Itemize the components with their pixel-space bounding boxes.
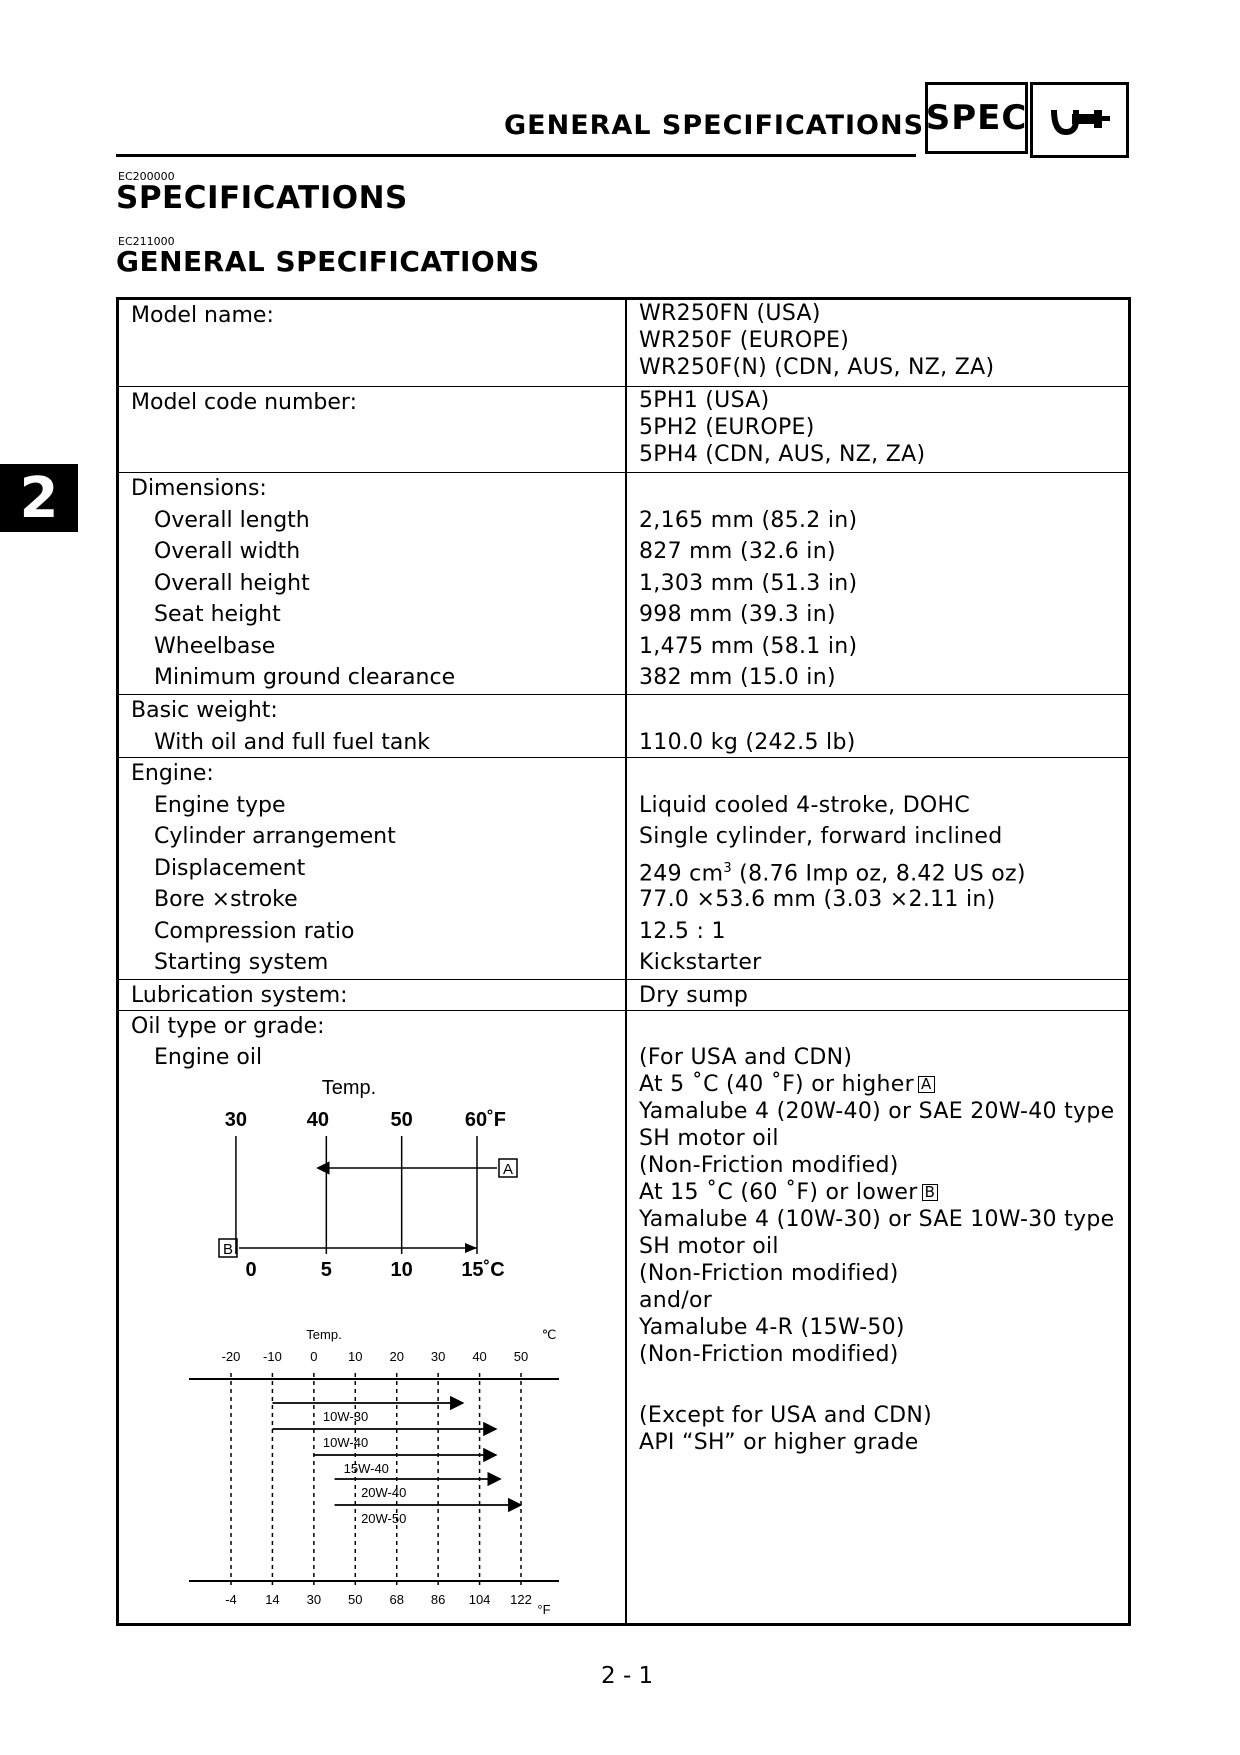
oil-spec-line: SH motor oil xyxy=(639,1234,779,1259)
top-axis-label: 60˚F xyxy=(464,1109,506,1131)
lubrication-value: Dry sump xyxy=(639,983,749,1008)
marker-b: B xyxy=(922,1184,939,1201)
arrow-b-head xyxy=(465,1243,477,1253)
fahrenheit-tick: 14 xyxy=(265,1592,280,1607)
oil-spec-line: Yamalube 4-R (15W-50) xyxy=(639,1315,905,1340)
dimension-value: 1,475 mm (58.1 in) xyxy=(639,633,858,659)
top-axis-label: 50 xyxy=(390,1109,413,1131)
row-label: Dimensions: xyxy=(131,476,267,501)
grade-label: 15W-40 xyxy=(343,1461,389,1476)
header-title: GENERAL SPECIFICATIONS xyxy=(504,110,925,141)
table-row xyxy=(119,472,1128,694)
engine-spec-value: 249 $cm^3$ (8.76 Imp oz, 8.42 US oz) xyxy=(639,860,1026,886)
celsius-tick: 30 xyxy=(430,1349,446,1364)
celsius-tick: 10 xyxy=(348,1349,363,1364)
oil-spec-line: (For USA and CDN) xyxy=(639,1045,853,1070)
oil-spec-line: API “SH” or higher grade xyxy=(639,1430,919,1455)
viscosity-chart xyxy=(159,1321,619,1621)
model-code-value: 5PH1 (USA) xyxy=(639,388,770,413)
oil-spec-line: Yamalube 4 (10W-30) or SAE 10W-30 type xyxy=(639,1207,1115,1232)
model-name-value: WR250F(N) (CDN, AUS, NZ, ZA) xyxy=(639,355,995,380)
bottom-axis-label: 5 xyxy=(320,1259,332,1281)
celsius-tick: -20 xyxy=(221,1349,241,1364)
oil-item-name: Engine oil xyxy=(154,1045,263,1070)
row-label: Model name: xyxy=(131,303,274,328)
weight-name: With oil and full fuel tank xyxy=(154,729,431,755)
table-row xyxy=(119,979,1128,1010)
header-rule xyxy=(116,154,916,157)
engine-spec-name: Starting system xyxy=(154,950,329,975)
bottom-axis-label: 15˚C xyxy=(461,1259,505,1281)
subsection-code: EC211000 xyxy=(118,235,175,248)
oil-spec-line: (Non-Friction modified) xyxy=(639,1261,899,1286)
engine-spec-value: 77.0 ×53.6 mm (3.03 ×2.11 in) xyxy=(639,887,996,912)
dimension-value: 827 mm (32.6 in) xyxy=(639,539,836,564)
celsius-tick: 20 xyxy=(389,1349,404,1364)
bottom-axis-label: 10 xyxy=(390,1259,413,1281)
chapter-tab: 2 xyxy=(0,464,78,532)
celsius-unit: ℃ xyxy=(541,1327,557,1342)
weight-value: 110.0 kg (242.5 lb) xyxy=(639,729,856,755)
dimension-name: Overall width xyxy=(154,539,301,564)
engine-spec-value: Kickstarter xyxy=(639,950,762,975)
grade-label: 10W-40 xyxy=(322,1435,369,1450)
marker-b-label: B xyxy=(222,1241,234,1258)
engine-spec-name: Cylinder arrangement xyxy=(154,824,396,849)
dimension-name: Wheelbase xyxy=(154,633,276,659)
top-axis-label: 40 xyxy=(306,1109,330,1131)
grade-label: 20W-40 xyxy=(361,1485,407,1500)
grade-label: 20W-50 xyxy=(361,1511,407,1526)
engine-spec-name: Compression ratio xyxy=(154,918,355,944)
dimension-name: Overall length xyxy=(154,507,310,533)
model-name-value: WR250FN (USA) xyxy=(639,301,821,326)
section-code: EC200000 xyxy=(118,170,175,183)
dimension-value: 382 mm (15.0 in) xyxy=(639,665,836,690)
marker-a-label: A xyxy=(502,1161,514,1178)
oil-spec-line: (Non-Friction modified) xyxy=(639,1342,899,1367)
celsius-tick: 40 xyxy=(472,1349,487,1364)
dimension-value: 2,165 mm (85.2 in) xyxy=(639,507,858,533)
oil-spec-line: Yamalube 4 (20W-40) or SAE 20W-40 type xyxy=(639,1099,1115,1124)
temp-range-chart xyxy=(159,1066,619,1306)
chart-title: Temp. xyxy=(306,1327,342,1342)
engine-spec-value: Single cylinder, forward inclined xyxy=(639,824,1003,849)
subsection-heading: GENERAL SPECIFICATIONS xyxy=(116,245,540,278)
chart-title: Temp. xyxy=(321,1077,377,1099)
row-label: Engine: xyxy=(131,761,214,786)
oil-spec-line: (Non-Friction modified) xyxy=(639,1153,899,1178)
table-row xyxy=(119,1010,1128,1623)
grade-label: 10W-30 xyxy=(322,1409,369,1424)
dimension-name: Seat height xyxy=(154,602,281,627)
oil-spec-line: At 5 ˚C (40 ˚F) or higher A xyxy=(639,1071,1114,1098)
spec-label: SPEC xyxy=(925,82,1028,154)
table-row xyxy=(119,694,1128,757)
oil-spec-line: and/or xyxy=(639,1288,713,1313)
dimension-value: 1,303 mm (51.3 in) xyxy=(639,570,858,596)
oil-spec-line: (Except for USA and CDN) xyxy=(639,1403,933,1428)
row-label: Oil type or grade: xyxy=(131,1014,325,1039)
fahrenheit-tick: 104 xyxy=(468,1592,491,1607)
tool-icon-box xyxy=(1030,82,1129,158)
table-row xyxy=(119,386,1128,472)
model-name-value: WR250F (EUROPE) xyxy=(639,328,850,353)
row-label: Basic weight: xyxy=(131,698,278,723)
engine-spec-value: 12.5 : 1 xyxy=(639,918,726,944)
oil-spec-line: At 15 ˚C (60 ˚F) or lower B xyxy=(639,1179,1114,1206)
row-label: Lubrication system: xyxy=(131,983,348,1008)
row-label: Model code number: xyxy=(131,390,357,415)
dimension-name: Overall height xyxy=(154,570,310,596)
celsius-tick: 0 xyxy=(310,1349,318,1364)
fahrenheit-tick: 68 xyxy=(389,1592,404,1607)
dimension-value: 998 mm (39.3 in) xyxy=(639,602,836,627)
oil-spec-line: SH motor oil xyxy=(639,1126,779,1151)
top-axis-label: 30 xyxy=(224,1109,248,1131)
page-number: 2 - 1 xyxy=(601,1663,654,1689)
celsius-tick: -10 xyxy=(263,1349,282,1364)
table-row xyxy=(119,757,1128,979)
engine-spec-name: Bore ×stroke xyxy=(154,887,298,912)
engine-spec-value: Liquid cooled 4-stroke, DOHC xyxy=(639,792,971,818)
model-code-value: 5PH4 (CDN, AUS, NZ, ZA) xyxy=(639,442,926,467)
marker-a: A xyxy=(918,1076,935,1093)
spec-table xyxy=(116,297,1131,1626)
fahrenheit-tick: 122 xyxy=(510,1592,532,1607)
fahrenheit-tick: 30 xyxy=(306,1592,322,1607)
section-heading: SPECIFICATIONS xyxy=(116,180,408,216)
engine-spec-name: Displacement xyxy=(154,855,306,881)
table-row xyxy=(119,300,1128,386)
dimension-name: Minimum ground clearance xyxy=(154,665,456,690)
fahrenheit-tick: 86 xyxy=(430,1592,446,1607)
engine-spec-name: Engine type xyxy=(154,792,286,818)
fahrenheit-tick: -4 xyxy=(225,1592,237,1607)
bottom-axis-label: 0 xyxy=(245,1259,257,1281)
celsius-tick: 50 xyxy=(513,1349,529,1364)
fahrenheit-tick: 50 xyxy=(348,1592,363,1607)
model-code-value: 5PH2 (EUROPE) xyxy=(639,415,815,440)
wrench-tool-icon xyxy=(1048,102,1112,138)
fahrenheit-unit: °F xyxy=(537,1602,551,1617)
